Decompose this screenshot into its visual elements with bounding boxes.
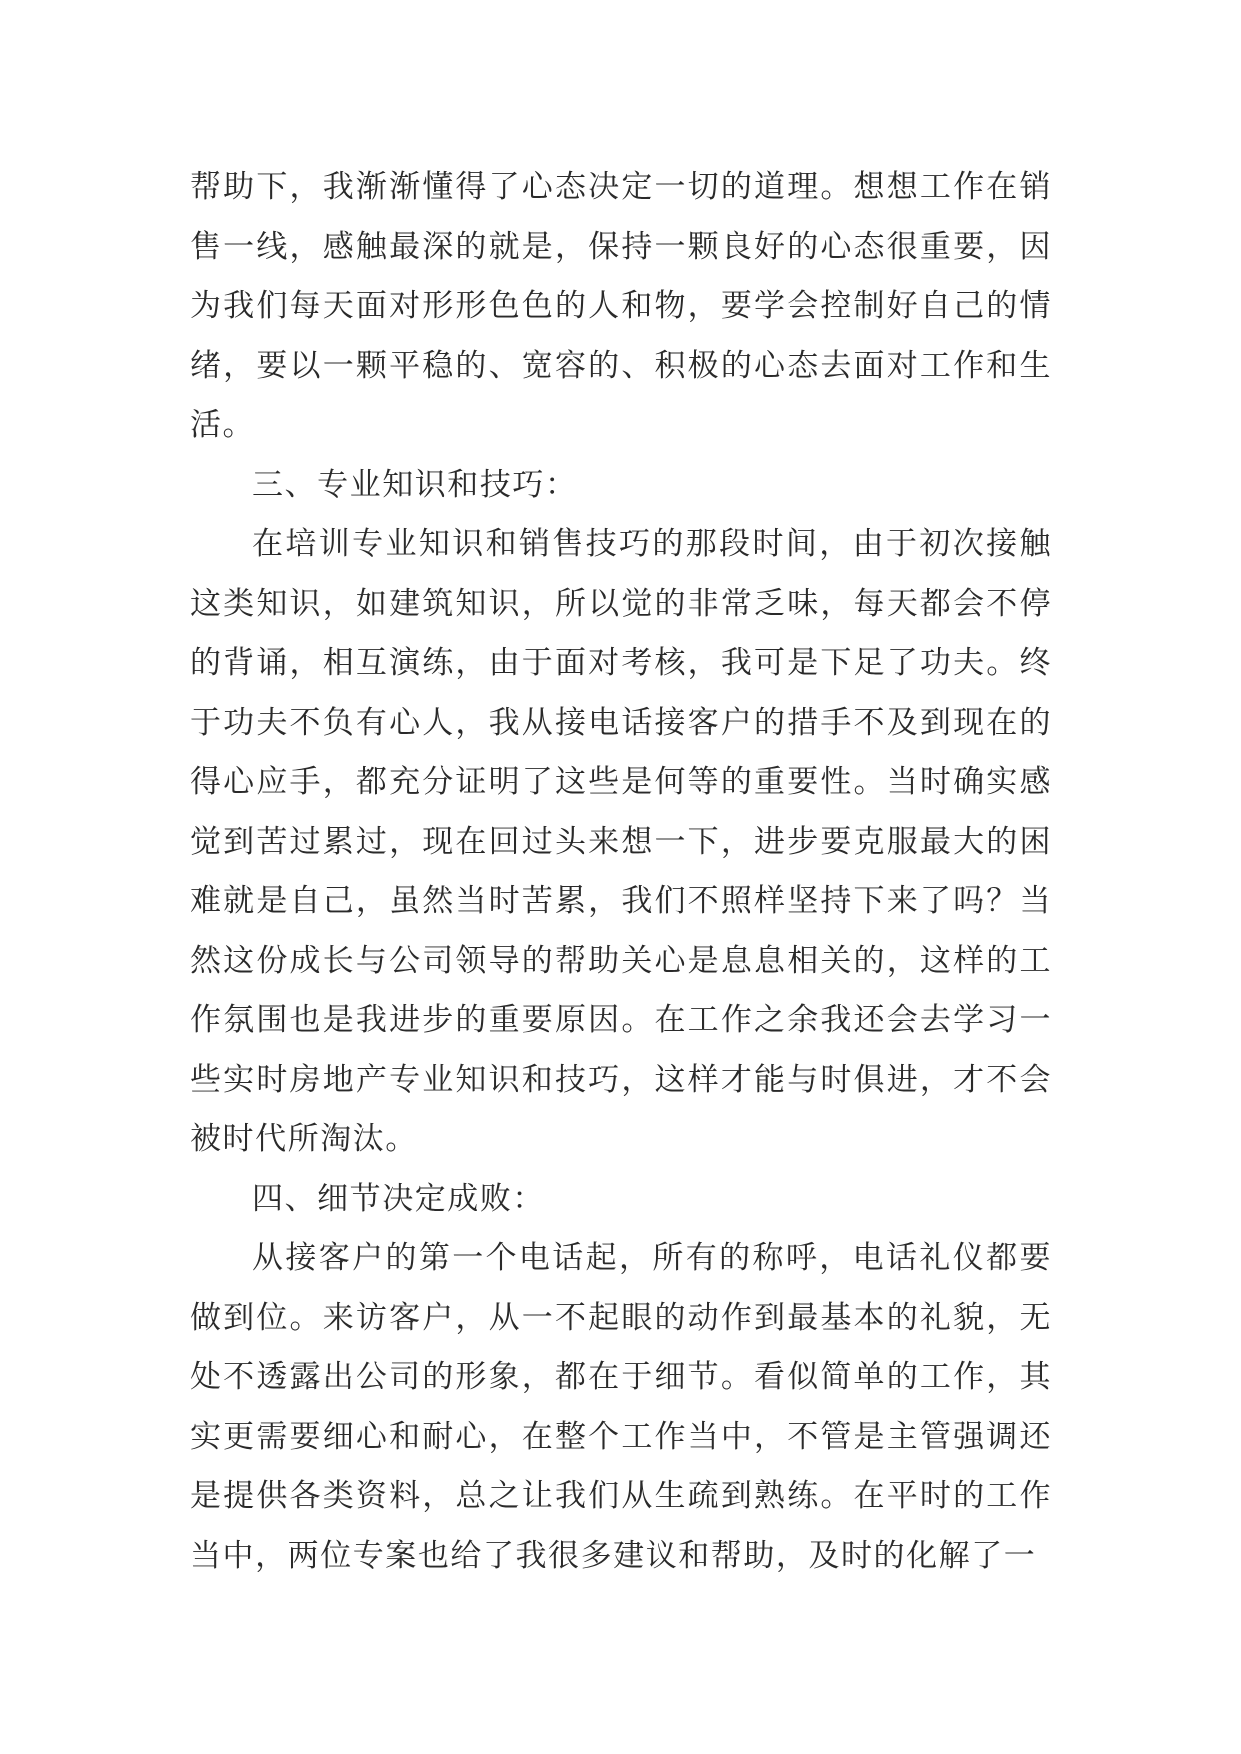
section-heading-professional-knowledge: 三、专业知识和技巧： <box>252 466 578 503</box>
section-heading-details: 四、细节决定成败： <box>252 1180 545 1217</box>
paragraph-professional-knowledge: 在培训专业知识和销售技巧的那段时间，由于初次接触这类知识，如建筑知识，所以觉的非常乏味，每天都会不停的背诵，相互演练，由于面对考核，我可是下足了功夫。终于功夫不负有心人，我从接电话接客户的措手不及到现在的得心应手，都充分证明了这些是何等的重要性。当时确实感觉到苦过累过，现在回过头来想一下，进步要克服最大的困难就是自己，虽然当时苦累，我们不照样坚持下来了吗？当然这份成长与公司领导的帮助关心是息息相关的，这样的工作氛围也是我进步的重要原因。在工作之余我还会去学习一些实时房地产专业知识和技巧，这样才能与时俱进，才不会被时代所淘汰。 <box>190 526 1052 1157</box>
document-body <box>190 158 1052 1586</box>
paragraph-continuation: 帮助下，我渐渐懂得了心态决定一切的道理。想想工作在销售一线，感触最深的就是，保持一颗良好的心态很重要，因为我们每天面对形形色色的人和物，要学会控制好自己的情绪，要以一颗平稳的、宽容的、积极的心态去面对工作和生活。 <box>190 169 1052 443</box>
paragraph-details: 从接客户的第一个电话起，所有的称呼，电话礼仪都要做到位。来访客户，从一不起眼的动作到最基本的礼貌，无处不透露出公司的形象，都在于细节。看似简单的工作，其实更需要细心和耐心，在整个工作当中，不管是主管强调还是提供各类资料，总之让我们从生疏到熟练。在平时的工作当中，两位专案也给了我很多建议和帮助，及时的化解了一 <box>190 1240 1052 1574</box>
